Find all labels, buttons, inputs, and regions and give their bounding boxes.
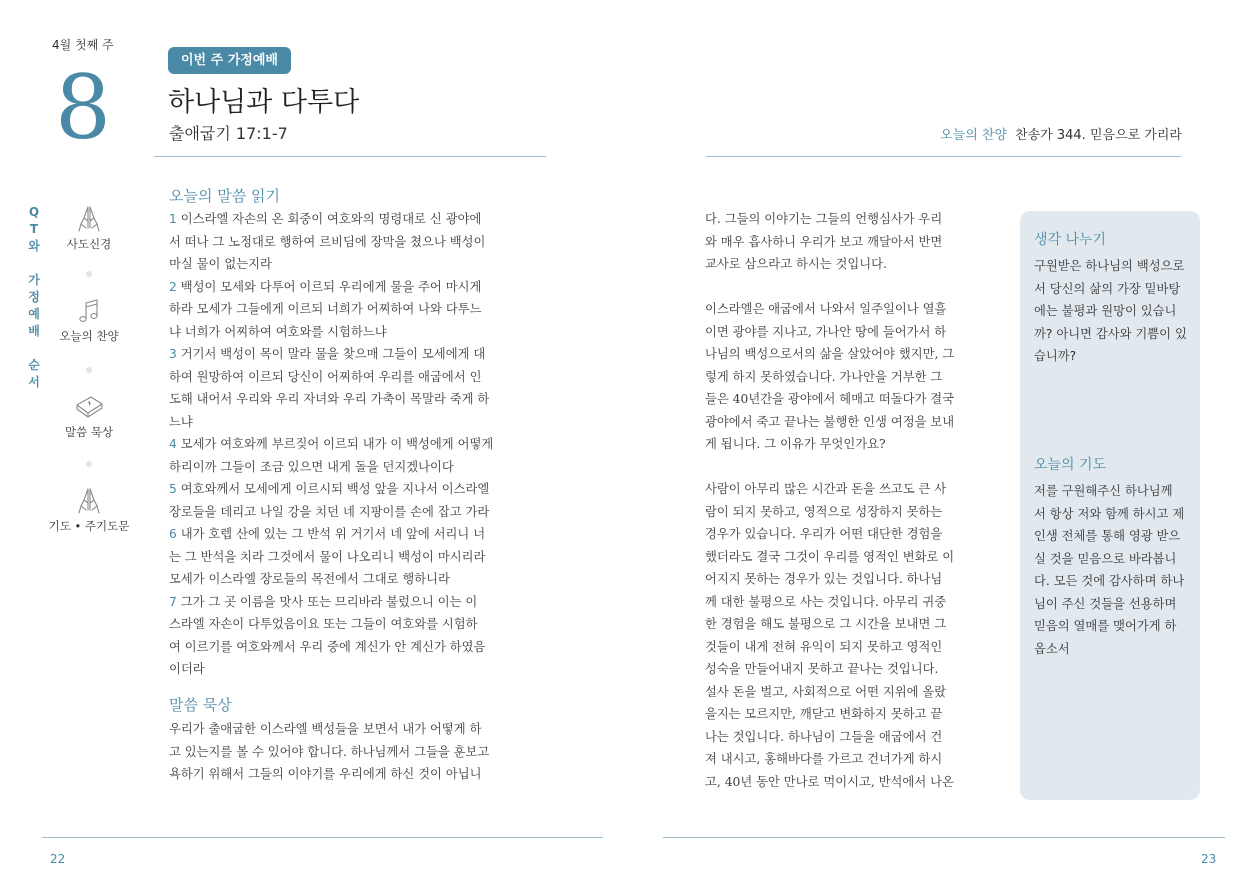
praying-hands-icon xyxy=(75,204,103,234)
vertical-char: 순 xyxy=(28,358,40,372)
header-divider-left xyxy=(154,156,546,157)
vertical-char: Q xyxy=(28,205,40,219)
scripture-line xyxy=(169,613,547,636)
verse-text: 냐 너희가 어찌하여 여호와를 시험하느냐 xyxy=(169,324,387,339)
verse-text: 장로들을 데리고 나일 강을 치던 네 지팡이를 손에 잡고 가라 xyxy=(169,504,490,519)
meditation-line: 어지지 못하는 경우가 있는 것입니다. 하나님 xyxy=(705,572,943,586)
page-number-left: 22 xyxy=(50,852,66,866)
scripture-line xyxy=(169,366,547,389)
meditation-line: 와 매우 흡사하니 우리가 보고 깨달아서 반면 xyxy=(705,234,943,249)
verse-text: 느냐 xyxy=(169,414,193,429)
meditation-line: 져 내시고, 홍해바다를 가르고 건너가게 하시 xyxy=(705,752,943,766)
vertical-char: 배 xyxy=(28,324,40,338)
verse-text: 는 그 반석을 치라 그것에서 물이 나오리니 백성이 마시리라 xyxy=(169,549,486,564)
prayer-line: 저를 구원해주신 하나님께 xyxy=(1034,484,1173,498)
meditation-line: 이스라엘은 애굽에서 나와서 일주일이나 열흘 xyxy=(705,302,947,316)
step-separator-dot xyxy=(86,367,92,373)
share-line: 구원받은 하나님의 백성으로 xyxy=(1034,259,1185,273)
meditation-line: 우리가 출애굽한 이스라엘 백성들을 보면서 내가 어떻게 하 xyxy=(169,722,482,736)
meditation-line: 게 됩니다. 그 이유가 무엇인가요? xyxy=(705,437,886,451)
step-meditation xyxy=(39,392,139,440)
verse-text: 하여 원망하여 이르되 당신이 어찌하여 우리를 애굽에서 인 xyxy=(169,369,482,384)
share-thoughts-heading: 생각 나누기 xyxy=(1034,232,1107,248)
scripture-line xyxy=(169,253,547,276)
share-line: 까? 아니면 감사와 기쁨이 있 xyxy=(1034,326,1187,341)
meditation-line: 교사로 삼으라고 하시는 것입니다. xyxy=(705,257,887,271)
scripture-line xyxy=(169,411,547,434)
vertical-char xyxy=(26,255,42,272)
meditation-line: 사람이 아무리 많은 시간과 돈을 쓰고도 큰 사 xyxy=(705,482,947,496)
meditation-line: 고 있는지를 볼 수 있어야 합니다. 하나님께서 그들을 훈보고 xyxy=(169,744,490,759)
meditation-line: 나님의 백성으로서의 삶을 살았어야 했지만, 그 xyxy=(705,347,955,361)
vertical-char: 와 xyxy=(28,239,40,253)
prayer-line: 옵소서 xyxy=(1034,641,1070,656)
scripture-line xyxy=(169,501,547,524)
footer-divider-right xyxy=(663,837,1225,838)
todays-prayer-text xyxy=(1034,480,1194,660)
meditation-line xyxy=(705,456,1001,479)
step-apostles-creed xyxy=(39,204,139,252)
page-number-right: 23 xyxy=(1201,852,1217,866)
verse-number: 1 xyxy=(169,212,177,226)
verse-text: 하리이까 그들이 조금 있으면 내게 돌을 던지겠나이다 xyxy=(169,459,454,474)
scripture-line xyxy=(169,433,547,456)
vertical-char: 정 xyxy=(28,290,40,304)
verse-text: 서 떠나 그 노정대로 행하여 르비딤에 장막을 쳤으나 백성이 xyxy=(169,234,486,249)
meditation-line: 들은 40년간을 광야에서 헤매고 떠돌다가 결국 xyxy=(705,392,955,406)
meditation-continued-text xyxy=(705,208,1001,793)
scripture-line xyxy=(169,298,547,321)
todays-hymn xyxy=(940,124,1182,143)
verse-text: 여호와께서 모세에게 이르시되 백성 앞을 지나서 이스라엘 xyxy=(180,482,490,496)
hymn-title: 찬송가 344. 믿음으로 가리라 xyxy=(1015,128,1182,143)
meditation-line: 을지는 모르지만, 깨닫고 변화하지 못하고 끝 xyxy=(705,707,943,721)
header-divider-right xyxy=(706,156,1181,157)
verse-text: 이더라 xyxy=(169,662,205,676)
meditation-heading: 말씀 묵상 xyxy=(169,696,232,714)
meditation-line: 렇게 하지 못하였습니다. 가나안을 거부한 그 xyxy=(705,369,943,384)
share-line: 에는 불평과 원망이 있습니 xyxy=(1034,304,1177,318)
step-separator-dot xyxy=(86,461,92,467)
verse-text: 하라 모세가 그들에게 이르되 너희가 어찌하여 나와 다투느 xyxy=(169,302,482,316)
verse-number: 4 xyxy=(169,437,177,451)
verse-text: 마실 물이 없는지라 xyxy=(169,257,272,271)
step-label: 기도 • 주기도문 xyxy=(48,519,130,533)
prayer-line: 서 항상 저와 함께 하시고 제 xyxy=(1034,506,1185,521)
step-separator-dot xyxy=(86,271,92,277)
verse-text: 거기서 백성이 목이 말라 물을 찾으매 그들이 모세에게 대 xyxy=(180,347,486,361)
reading-heading: 오늘의 말씀 읽기 xyxy=(169,187,280,205)
prayer-line: 실 것을 믿음으로 바라봅니 xyxy=(1034,551,1177,566)
vertical-char: T xyxy=(29,222,39,236)
prayer-line: 님이 주신 것들을 선용하며 xyxy=(1034,596,1177,611)
share-thoughts-text xyxy=(1034,255,1194,368)
meditation-line: 께 대한 불평으로 사는 것입니다. 아무리 귀중 xyxy=(705,594,947,609)
meditation-line: 한 경험을 해도 불평으로 그 시간을 보내면 그 xyxy=(705,617,947,631)
verse-number: 2 xyxy=(169,279,177,294)
music-note-icon xyxy=(75,296,103,326)
verse-text: 여 이르기를 여호와께서 우리 중에 계신가 안 계신가 하였음 xyxy=(169,639,486,654)
verse-text: 내가 호렙 산에 있는 그 반석 위 거기서 네 앞에 서리니 너 xyxy=(180,527,486,541)
todays-prayer-heading: 오늘의 기도 xyxy=(1034,457,1107,473)
scripture-line xyxy=(169,343,547,366)
verse-number: 5 xyxy=(169,482,177,496)
step-label: 말씀 묵상 xyxy=(64,425,114,439)
meditation-text xyxy=(169,718,547,786)
scripture-reference: 출애굽기 17:1-7 xyxy=(169,124,288,143)
scripture-line xyxy=(169,321,547,344)
vertical-char: 예 xyxy=(28,307,40,321)
verse-text: 도해 내어서 우리와 우리 자녀와 우리 가축이 목말라 죽게 하 xyxy=(169,392,490,406)
weekly-worship-badge: 이번 주 가정예배 xyxy=(168,47,291,74)
meditation-line: 욕하기 위해서 그들의 이야기를 우리에게 하신 것이 아닙니 xyxy=(169,767,482,781)
share-line: 습니까? xyxy=(1034,349,1077,363)
prayer-line: 다. 모든 것에 감사하며 하나 xyxy=(1034,574,1185,588)
meditation-line: 했더라도 결국 그것이 우리를 영적인 변화로 이 xyxy=(705,549,955,564)
meditation-line: 설사 돈을 벌고, 사회적으로 어떤 지위에 올랐 xyxy=(705,684,947,699)
verse-text: 스라엘 자손이 다투었음이요 또는 그들이 여호와를 시험하 xyxy=(169,617,478,631)
verse-text: 그가 그 곳 이름을 맛사 또는 므리바라 불렀으니 이는 이 xyxy=(180,594,478,609)
meditation-line: 고, 40년 동안 만나로 먹이시고, 반석에서 나온 xyxy=(705,774,954,789)
scripture-line xyxy=(169,276,547,299)
scripture-reading-text xyxy=(169,208,547,681)
scripture-line xyxy=(169,523,547,546)
hymn-label: 오늘의 찬양 xyxy=(940,128,1008,143)
meditation-line: 광야에서 죽고 끝나는 불행한 인생 여정을 보내 xyxy=(705,414,955,429)
verse-text: 백성이 모세와 다투어 이르되 우리에게 물을 주어 마시게 xyxy=(180,279,482,294)
step-label: 오늘의 찬양 xyxy=(59,329,119,343)
meditation-line: 것들이 내게 전혀 유익이 되지 못하고 영적인 xyxy=(705,639,943,654)
meditation-line: 경우가 있습니다. 우리가 어떤 대단한 경험을 xyxy=(705,527,943,541)
step-prayer xyxy=(39,486,139,534)
meditation-line: 다. 그들의 이야기는 그들의 언행심사가 우리 xyxy=(705,212,943,226)
praying-hands-icon xyxy=(75,486,103,516)
meditation-line: 이면 광야를 지나고, 가나안 땅에 들어가서 하 xyxy=(705,324,947,339)
meditation-line xyxy=(705,276,1001,299)
week-label: 4월 첫째 주 xyxy=(52,38,114,52)
meditation-line: 나는 것입니다. 하나님이 그들을 애굽에서 건 xyxy=(705,729,943,744)
scripture-line xyxy=(169,658,547,681)
step-todays-hymn xyxy=(39,296,139,344)
bible-icon xyxy=(73,392,105,422)
meditation-line: 성숙을 만들어내지 못하고 끝나는 것입니다. xyxy=(705,662,939,676)
verse-number: 7 xyxy=(169,594,177,609)
vertical-char: 서 xyxy=(28,375,40,389)
verse-text: 모세가 이스라엘 장로들의 목전에서 그대로 행하니라 xyxy=(169,572,450,586)
scripture-line xyxy=(169,456,547,479)
scripture-line xyxy=(169,388,547,411)
verse-number: 3 xyxy=(169,347,177,361)
verse-number: 6 xyxy=(169,527,177,541)
scripture-line xyxy=(169,591,547,614)
scripture-line xyxy=(169,231,547,254)
step-label: 사도신경 xyxy=(66,237,112,251)
scripture-line xyxy=(169,568,547,591)
meditation-line: 람이 되지 못하고, 영적으로 성장하지 못하는 xyxy=(705,504,943,519)
page-title: 하나님과 다투다 xyxy=(168,87,360,118)
scripture-line xyxy=(169,636,547,659)
prayer-line: 믿음의 열매를 맺어가게 하 xyxy=(1034,619,1177,633)
scripture-line xyxy=(169,546,547,569)
prayer-line: 인생 전체를 통해 영광 받으 xyxy=(1034,529,1181,543)
scripture-line xyxy=(169,478,547,501)
day-number: 8 xyxy=(55,56,111,159)
vertical-char: 가 xyxy=(28,273,40,287)
verse-text: 이스라엘 자손의 온 회중이 여호와의 명령대로 신 광야에 xyxy=(180,212,482,226)
verse-text: 모세가 여호와께 부르짖어 이르되 내가 이 백성에게 어떻게 xyxy=(180,437,494,451)
footer-divider-left xyxy=(42,837,603,838)
scripture-line xyxy=(169,208,547,231)
share-line: 서 당신의 삶의 가장 밑바탕 xyxy=(1034,281,1181,296)
